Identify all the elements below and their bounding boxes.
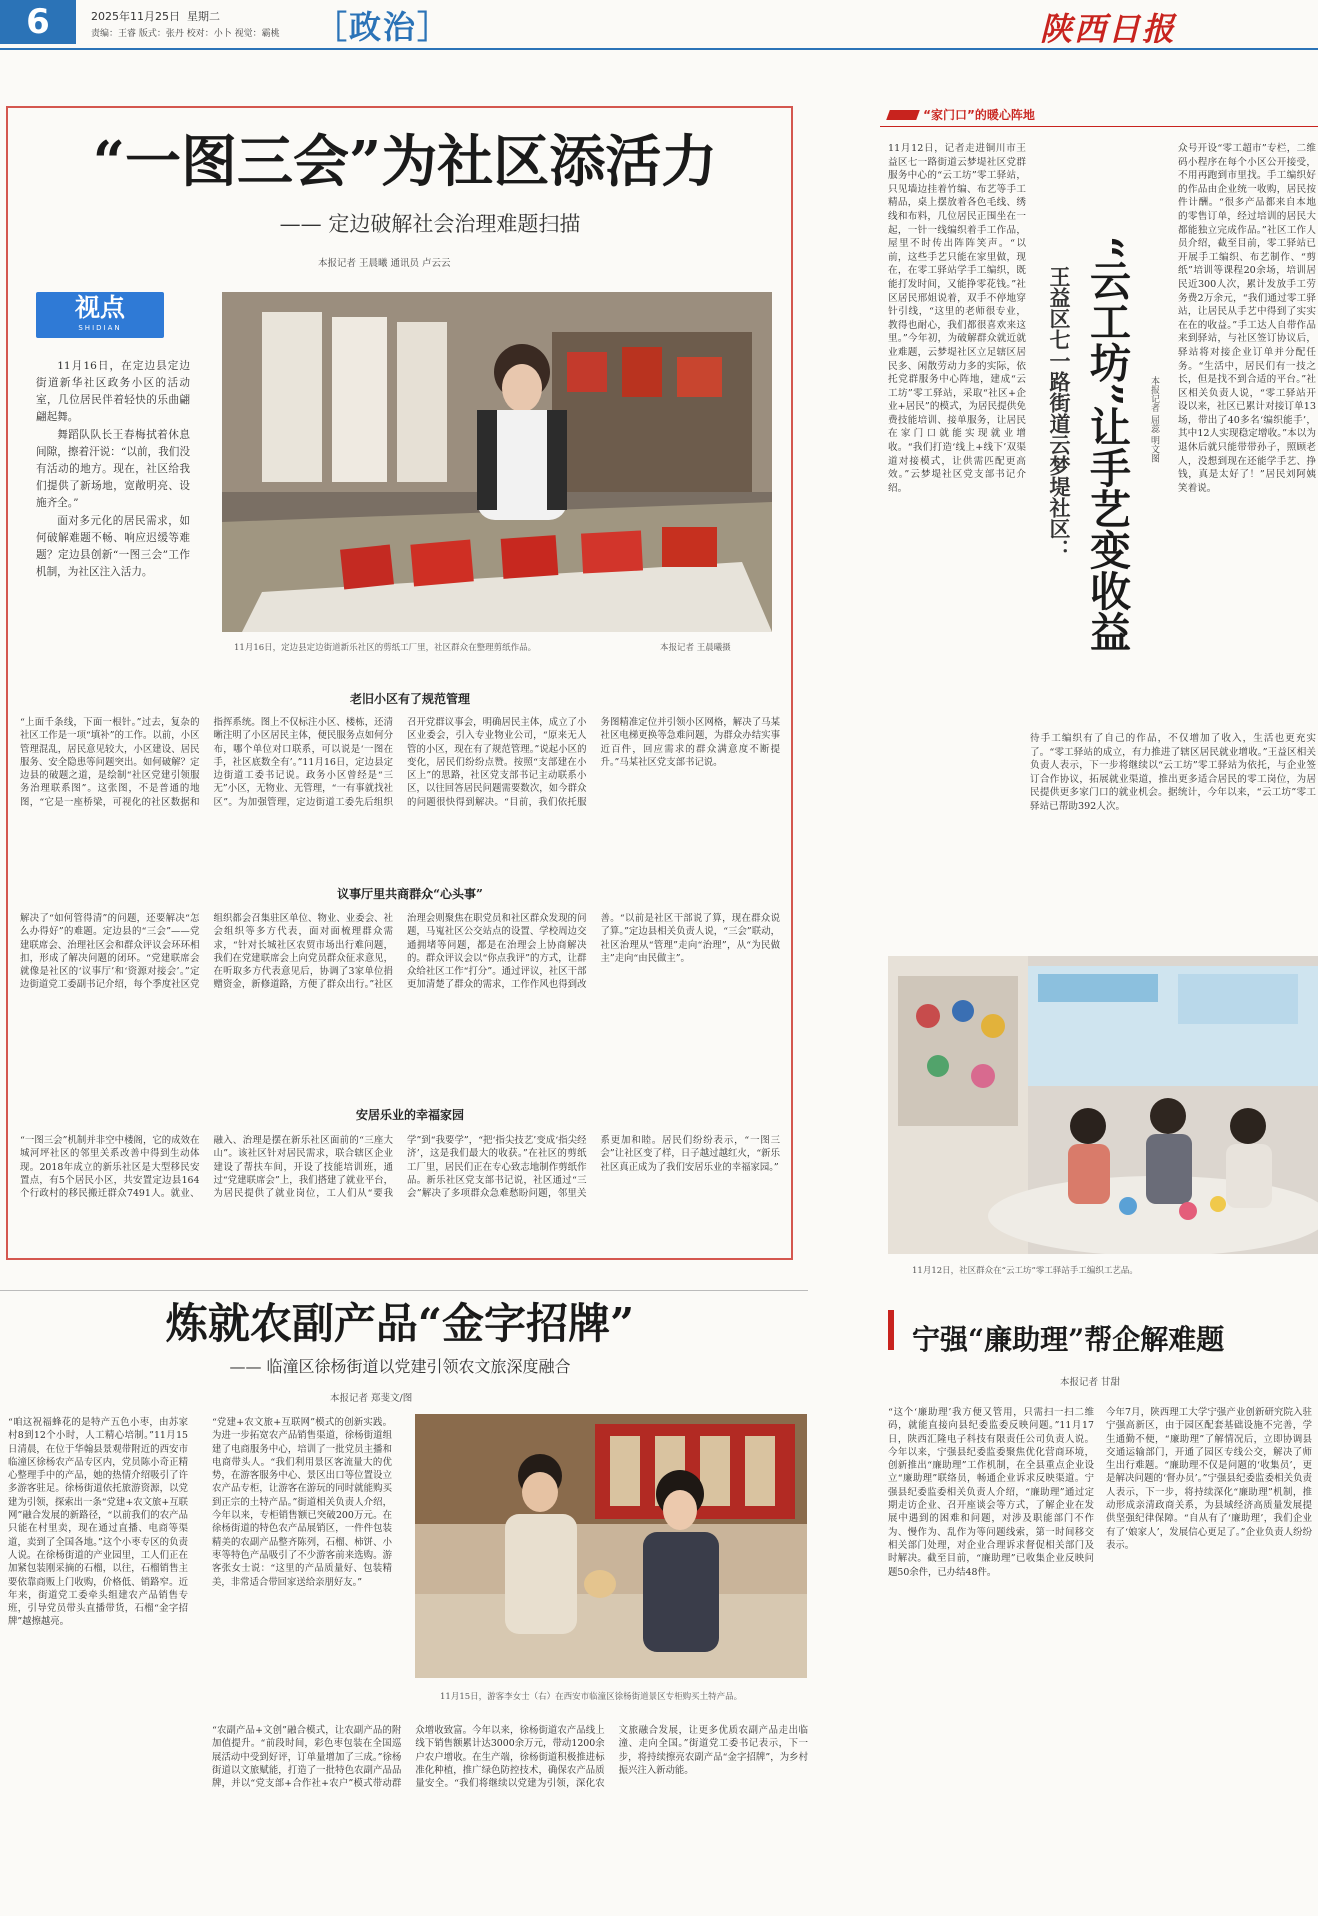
article1-intro: 11月16日，在定边县定边街道新华社区政务小区的活动室，几位居民伴着轻快的乐曲翩翩起舞。 舞蹈队队长王春梅拭着休息间隙，擦着汗说：“以前，我们没有活动的地方。现在，社区给我们提供了新场地，宽敞明亮、设施齐全。” 面对多元化的居民需求，如何破解难题不畅、响应迟缓等难题？定边县创新“一图三会”工作机制，为社区注入活力。 [36, 360, 190, 578]
editor-credits: 责编：王睿 版式：张丹 校对：小卜 视觉：霸桃 [91, 29, 280, 39]
article3-byline: 本报记者 郑斐文/图 [330, 1393, 413, 1404]
article1-subtitle: —— 定边破解社会治理难题扫描 [279, 212, 581, 236]
article2-col1: 11月12日，记者走进铜川市王益区七一路街道云梦堤社区党群服务中心的“云工坊”零工驿站，只见墙边挂着竹编、布艺等手工精品，桌上摆放着各色毛线、绣线和布料，几位居民正围坐在一起，一针一线编织着手工作品，屋里不时传出阵阵笑声。“以前，这些手艺只能在家里做，现在，在零工驿站学手工编织，既能打发时间，又能挣零花钱。”社区居民邢姐说着，双手不停地穿针引线，“这里的老师很专业，教得也耐心，我们都很喜欢来这里。”今年初，为破解群众就近就业难题，云梦堤社区立足辖区居民多、闲散劳动力多的实际，依托党群服务中心阵地，建成“云工坊”零工驿站，采取“社区+企业+居民”的模式，为居民提供免费技能培训、接单服务，让居民在家门口就能实现就业增收。“我们打造‘线上+线下’双渠道对接模式，让供需匹配更高效。”云梦堤社区党支部书记介绍。 [888, 143, 1026, 494]
specialty-shop-photo [415, 1414, 807, 1678]
article1-byline: 本报记者 王晨曦 通讯员 卢云云 [318, 258, 451, 269]
article2-title: “云工坊”让手艺变收益 [1083, 236, 1131, 653]
article2-byline: 本报记者 屈蕊 明文图 [1149, 376, 1159, 463]
photo2-caption: 11月12日，社区群众在“云工坊”零工驿站手工编织工艺品。 [912, 1266, 1138, 1276]
article2-col2: 众号开设“零工超市”专栏，二维码小程序在每个小区公开接受，不用再跑到市里找。手工编织好的作品由企业统一收购，居民按件计酬。“很多产品都来自本地的零售订单，经过培训的居民大都能独立完成作品。”社区工作人员介绍，截至目前，零工驿站已开展手工编织、布艺制作、“剪纸”培训等课程20余场，培训居民近300人次，累计发放手工劳务费2万余元，“我们通过零工驿站，让居民从手艺中得到了实实在在的收益。”手工达人自带作品来到驿站，与社区签订协议后，驿站将对接企业订单并分配任务。“生活中，居民们有一技之长，但是找不到合适的平台。”社区相关负责人说，“零工驿站开设以来，社区已累计对接订单13场，带出了40多名‘编织能手’，其中12人实现稳定增收。”本以为退休后就只能带带孙子，照顾老人，没想到现在还能学手艺、挣钱，真是太好了！”居民刘阿姨笑着说。 [1178, 143, 1316, 494]
section2-body: 解决了“如何管得清”的问题，还要解决“怎么办得好”的难题。定边县的“三会”——党建联席会、治理社区会和群众评议会环环相扣，形成了解决问题的闭环。“党建联席会就像是社区的‘议事厅’和‘资源对接会’。”定边街道党工委副书记介绍，每个季度社区党组织都会召集驻区单位、物业、业委会、社会组织等多方代表，面对面梳理群众需求，“针对长城社区农贸市场出行难问题，我们在党建联席会上向党员群众征求意见，在听取多方代表意见后，协调了3家单位捐赠资金，新修道路，方便了群众出行。”社区治理会则聚焦在职党员和社区群众发现的问题，马嵬社区公交站点的设置、学校周边交通拥堵等问题，都是在治理会上协商解决的。群众评议会以“你点我评”的方式，让群众给社区工作“打分”。通过评议，社区干部更加清楚了群众的需求，工作作风也得到改善。“以前是社区干部说了算，现在群众说了算。”定边县相关负责人说，“三会”联动，社区治理从“管理”走向“治理”，从“为民做主”走向“由民做主”。 [20, 913, 780, 991]
photo1-credit: 本报记者 王晨曦摄 [660, 643, 731, 653]
article1-title: “一图三会”为社区添活力 [92, 129, 718, 195]
article3-col1: “咱这祝福蜂花的是特产五色小枣，由苏家村8到12个小时，人工精心培制。”11月15日清晨，在位于华翰县景观带附近的西安市临潼区徐杨农产品专区内，党员陈小奇正精心整理手中的产品，她的热情介绍吸引了许多游客驻足。徐杨街道依托旅游资源，以党建为引领，探索出一条“党建+农文旅+互联网”融合发展的新路径，“以前我们的农产品只能在村里卖，现在通过直播、电商等渠道，卖到了全国各地。”这个小枣专区的负责人说。在徐杨街道的产业园里，工人们正在加紧包装刚采摘的石榴，以往，石榴销售主要依靠商贩上门收购，价格低、销路窄。近年来，街道党工委牵头组建农产品销售专班，引导党员带头直播带货，石榴“金字招牌”越擦越亮。 [8, 1417, 188, 1628]
article2-ext: 待手工编织有了自己的作品，不仅增加了收入，生活也更充实了。“零工驿站的成立，有力推进了辖区居民就业增收。”王益区相关负责人表示，下一步将继续以“云工坊”零工驿站为依托，与企业签订合作协议，拓展就业渠道，推出更多适合居民的零工岗位，为居民提供更多家门口的就业机会。据统计，今年以来，“云工坊”零工驿站已帮助392人次。 [1030, 733, 1316, 812]
page-number: 6 [0, 0, 76, 44]
photo1-caption: 11月16日，定边县定边街道新乐社区的剪纸工厂里，社区群众在整理剪纸作品。 [234, 643, 537, 653]
article4-col1: “这个‘廉助理’我方便又管用，只需扫一扫二维码，就能直接向县纪委监委反映问题。”11月17日，陕西汇隆电子科技有限责任公司负责人说。今年以来，宁强县纪委监委聚焦优化营商环境，创新推出“廉助理”工作机制，在全县重点企业设立“廉助理”联络员，畅通企业诉求反映渠道。宁强县纪委监委相关负责人介绍，“廉助理”通过定期走访企业、召开座谈会等方式，了解企业在发展中遇到的困难和问题，对涉及职能部门不作为、慢作为、乱作为等问题线索，第一时间移交相关部门处理，对企业合理诉求督促相关部门及时解决。截至目前，“廉助理”已收集企业反映问题50余件，已办结48件。 [888, 1407, 1094, 1578]
article3-subtitle: —— 临潼区徐杨街道以党建引领农文旅深度融合 [229, 1357, 571, 1376]
photo3-caption: 11月15日，游客李女士（右）在西安市临潼区徐杨街道景区专柜购买土特产品。 [440, 1692, 743, 1702]
section3-heading: 安居乐业的幸福家园 [355, 1108, 464, 1122]
header-rule [0, 48, 1318, 50]
newspaper-logo: 陕西日报 [1040, 10, 1177, 48]
article2-subtitle: 王益区七一路街道云梦堤社区： [1047, 266, 1072, 560]
article4-byline: 本报记者 甘甜 [1060, 1377, 1121, 1388]
issue-date: 2025年11月25日 星期二 [91, 10, 220, 23]
article3-col2: “党建+农文旅+互联网”模式的创新实践。为进一步拓宽农产品销售渠道，徐杨街道组建了电商服务中心，培训了一批党员主播和电商带头人。“我们利用景区客流量大的优势，在游客服务中心、景区出口等位置设立农产品专柜，让游客在游玩的同时就能购买到正宗的土特产品。”街道相关负责人介绍，今年以来，专柜销售额已突破200万元。在徐杨街道的特色农产品展销区，一件件包装精美的农副产品整齐陈列，石榴、柿饼、小枣等特色产品吸引了不少游客前来选购。游客张女士说：“这里的产品质量好、包装精美，非常适合带回家送给亲朋好友。” [212, 1417, 392, 1588]
article4-title: 宁强“廉助理”帮企解难题 [912, 1323, 1225, 1356]
section2-heading: 议事厅里共商群众“心头事” [337, 887, 483, 901]
papercut-photo [222, 292, 772, 632]
section3-body: “一图三会”机制并非空中楼阁，它的成效在城河坪社区的邻里关系改善中得到生动体现。2018年成立的新乐社区是大型移民安置点，有5个居民小区，共安置定边县164个行政村的移民搬迁群众7491人。就业、融入、治理是摆在新乐社区面前的“三座大山”。该社区针对居民需求，联合辖区企业建设了帮扶车间，开设了技能培训班，通过“党建联席会”上，我们搭建了就业平台，为居民提供了就业岗位，工人们从“要我学”到“我要学”，“把‘指尖技艺’变成‘指尖经济’，这是我们最大的收获。”在社区的剪纸工厂里，居民们正在专心致志地制作剪纸作品。新乐社区党支部书记说，社区通过“三会”解决了多项群众急难愁盼问题，邻里关系更加和睦。居民们纷纷表示，“一图三会”让社区变了样，日子越过越红火，“新乐社区真正成为了我们安居乐业的幸福家园。” [20, 1135, 780, 1200]
shidian-badge: 视点 SHIDIAN [36, 292, 164, 338]
column-label-rule [880, 126, 1318, 127]
article4-col2: 今年7月，陕西理工大学宁强产业创新研究院入驻宁强高新区，由于园区配套基础设施不完善，学生通勤不便，“廉助理”了解情况后，立即协调县交通运输部门，开通了园区专线公交，解决了师生出行难题。“廉助理不仅是问题的‘收集员’，更是解决问题的‘督办员’。”宁强县纪委监委相关负责人表示，下一步，将持续深化“廉助理”机制，推动形成亲清政商关系，为县域经济高质量发展提供坚强纪律保障。“自从有了‘廉助理’，我们企业有了‘娘家人’，发展信心更足了。”企业负责人纷纷表示。 [1106, 1407, 1312, 1551]
section1-heading: 老旧小区有了规范管理 [349, 692, 470, 706]
article3-bottom: “农副产品+文创”融合模式，让农副产品的附加值提升。“前段时间，彩色枣包装在全国巡展活动中受到好评，订单量增加了三成。”徐杨街道以文旅赋能，打造了一批特色农副产品品牌，并以“党支部+合作社+农户”模式带动群众增收致富。今年以来，徐杨街道农产品线上线下销售额累计达3000余万元，带动1200余户农户增收。在生产端，徐杨街道积极推进标准化种植，推广绿色防控技术，确保农产品质量安全。“我们将继续以党建为引领，深化农文旅融合发展，让更多优质农副产品走出临潼、走向全国。”街道党工委书记表示，下一步，将持续擦亮农副产品“金字招牌”，为乡村振兴注入新动能。 [212, 1725, 808, 1790]
article3-title: 炼就农副产品“金字招牌” [165, 1299, 635, 1348]
section-label: ［政治］ [315, 8, 452, 46]
bottom-right-marker [888, 1310, 894, 1350]
yungongfang-photo [888, 956, 1318, 1254]
section1-body: “上面千条线，下面一根针。”过去，复杂的社区工作是一项“填补”的工作。以前，小区管理混乱，居民意见较大，小区建设、居民服务、安全隐患等问题突出。如何破解？定边县的破题之道，是绘制“社区党建引领服务治理联系图”。这张图，不是普通的地图，“它是一座桥梁，可视化的社区数据和指挥系统。图上不仅标注小区、楼栋，还清晰注明了小区居民主体，便民服务点如何分布，哪个单位对口联系，可以说是‘一图在手，社区底数全有’。”11月16日，定边县定边街道工委书记说。政务小区曾经是“三无”小区，无物业、无管理，“一有事就找社区”。为加强管理，定边街道工委先后组织召开党群议事会，明确居民主体，成立了小区业委会，引入专业物业公司，“原来无人管的小区，现在有了规范管理。”说起小区的变化，居民们纷纷点赞。按照“支部建在小区上”的思路，社区党支部书记主动联系小区，以往回答居民问题需要数次，如今群众的问题很快得到解决。“目前，我们依托服务图精准定位并引领小区网格，解决了马某社区电梯更换等急难问题，为群众办结实事近百件，回应需求的群众满意度不断提升。”马某社区党支部书记说。 [20, 717, 780, 808]
column-label: “家门口”的暖心阵地 [888, 104, 1128, 124]
